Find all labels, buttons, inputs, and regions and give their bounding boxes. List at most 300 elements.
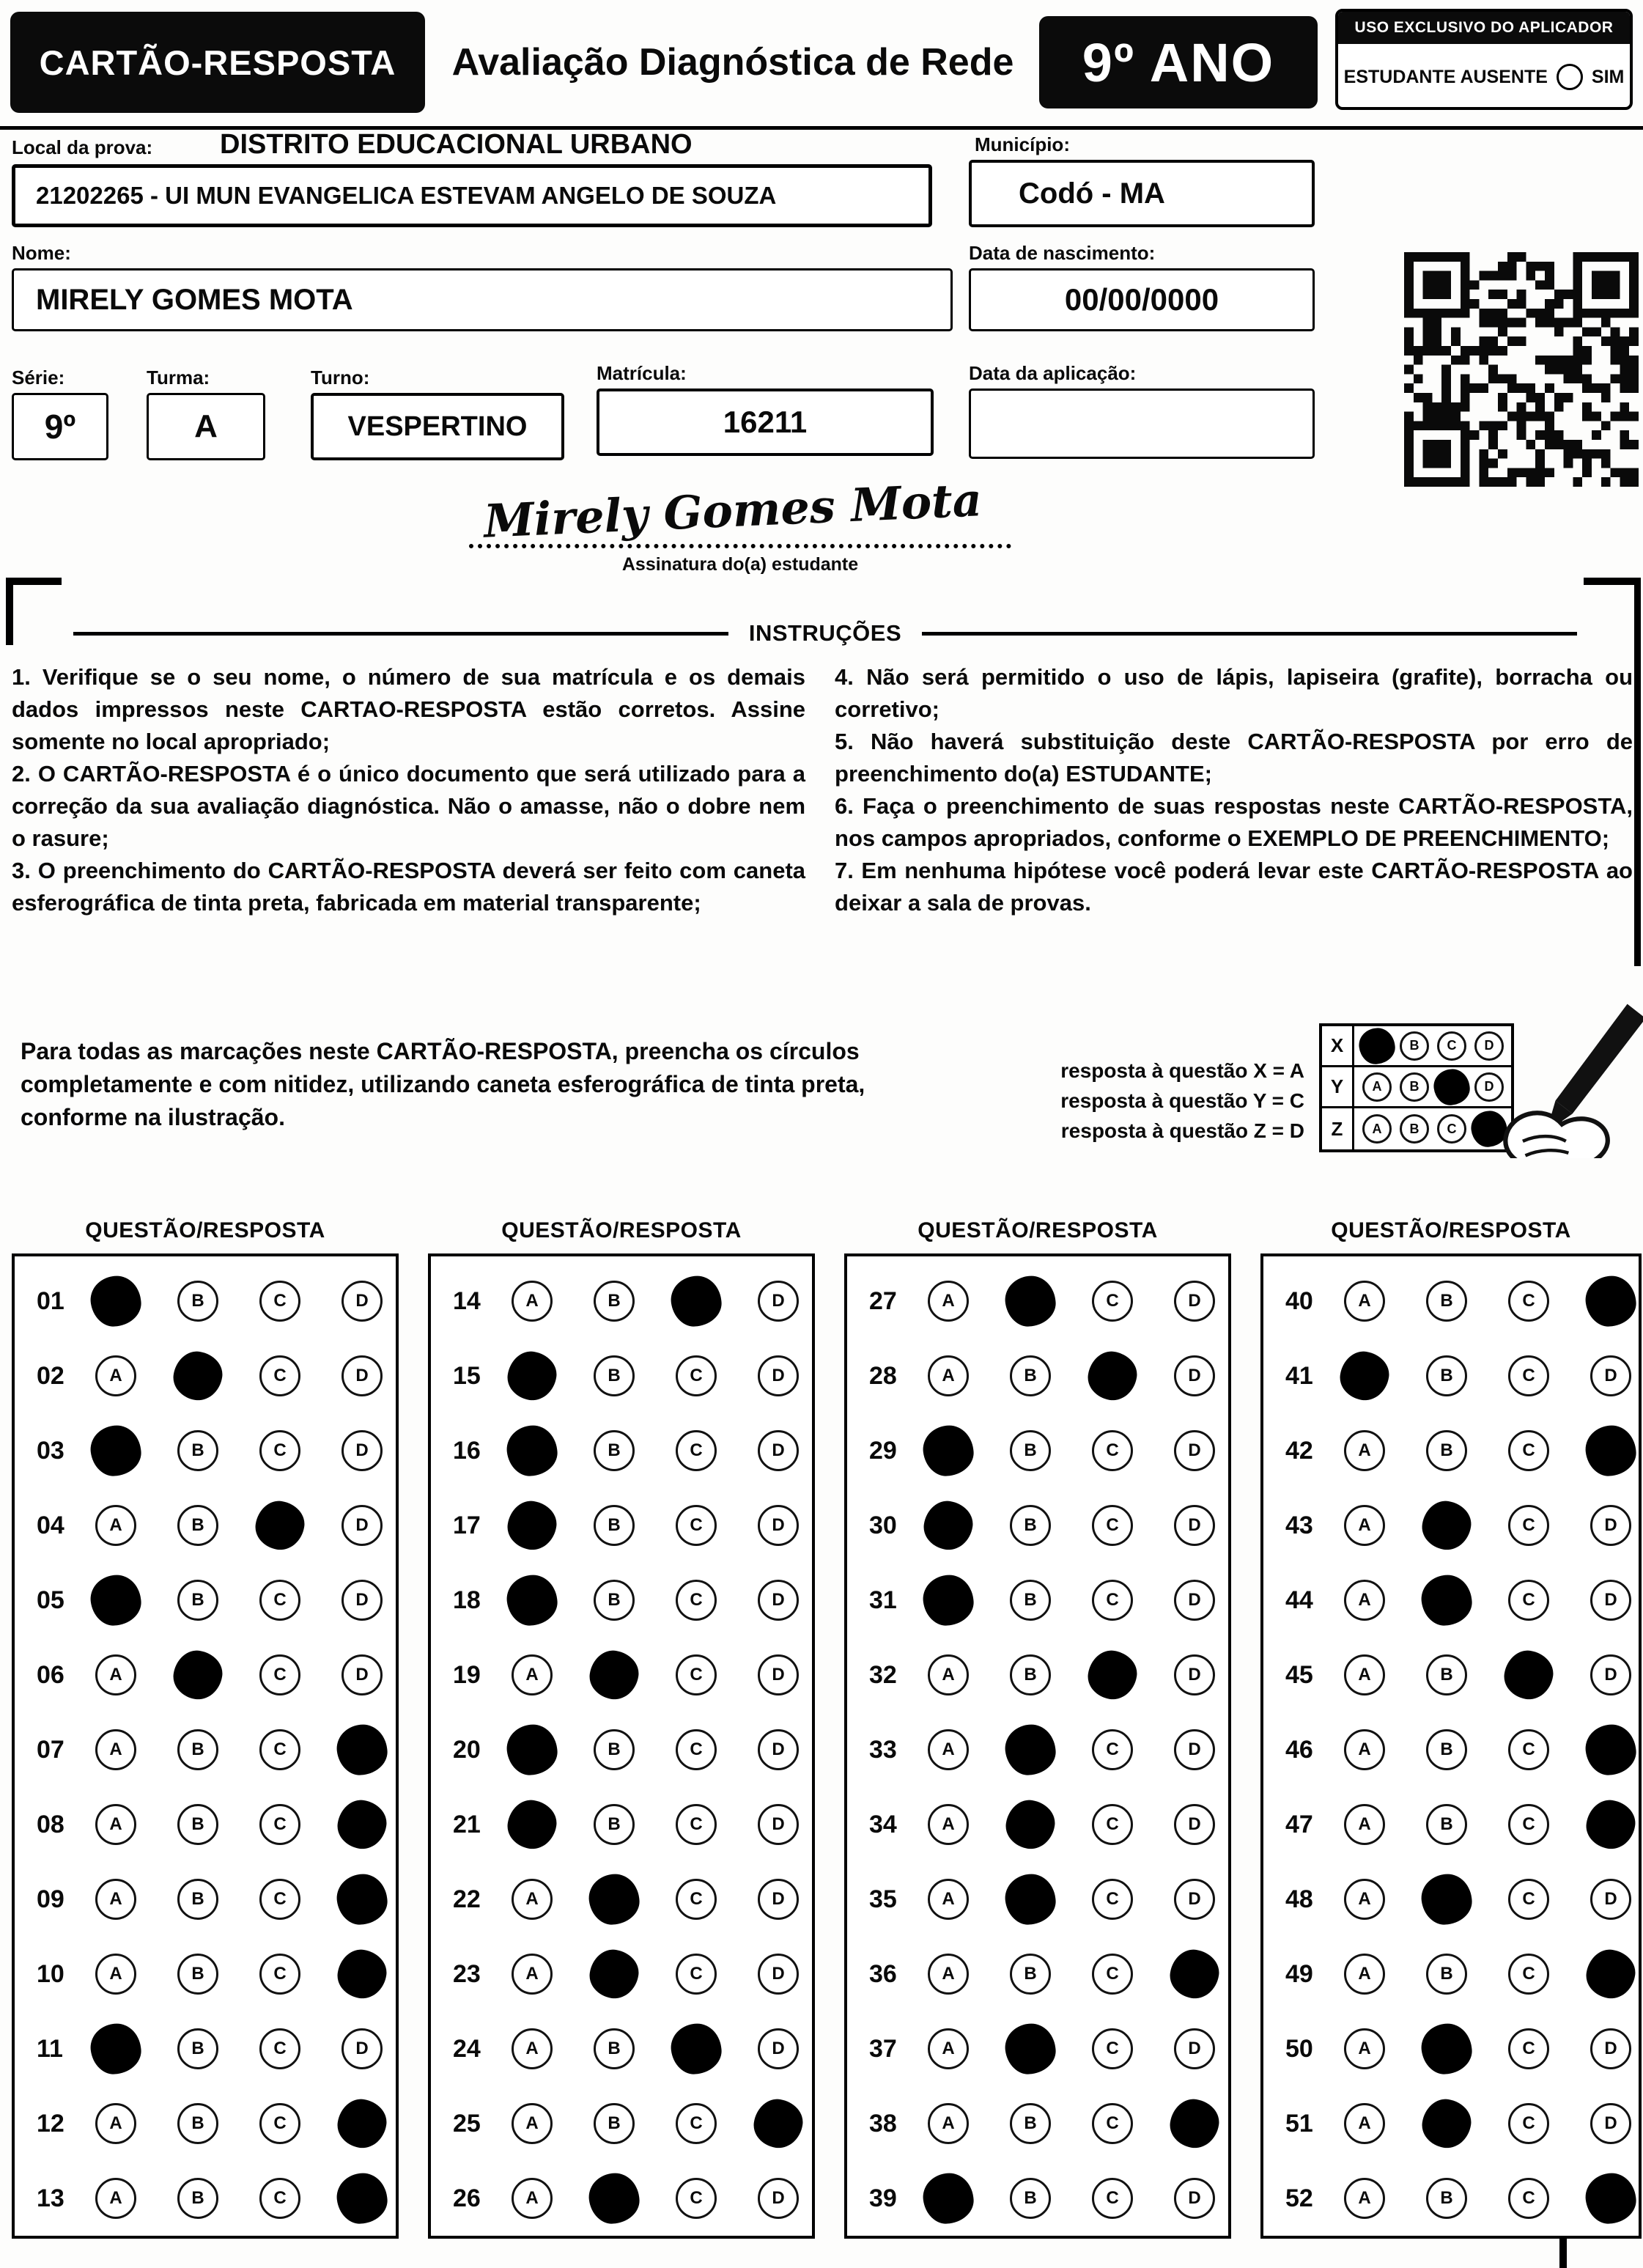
question-number: 50 xyxy=(1285,2034,1313,2063)
bubble-option-C[interactable]: C xyxy=(1092,1281,1133,1322)
bubble-option-B-marked[interactable] xyxy=(1003,1273,1058,1329)
bubble-option-A[interactable]: A xyxy=(95,2178,136,2219)
question-number: 29 xyxy=(869,1436,897,1465)
bubble-option-A-marked[interactable] xyxy=(88,2021,144,2077)
bubble-option-D-marked[interactable] xyxy=(1167,1946,1222,2002)
bubble-option-A[interactable]: A xyxy=(928,1879,969,1920)
bubble-option-D[interactable]: D xyxy=(758,2028,799,2069)
answer-column-4 xyxy=(1260,1218,1642,2239)
question-row xyxy=(1263,1638,1639,1712)
bubble-option-D[interactable]: D xyxy=(1590,1355,1631,1396)
question-row xyxy=(1263,1563,1639,1638)
question-row xyxy=(15,1638,396,1712)
bubble-option-D[interactable]: D xyxy=(758,2178,799,2219)
bubble-option-C-marked[interactable] xyxy=(1501,1647,1557,1703)
aplicacao-label: Data da aplicação: xyxy=(969,362,1137,384)
question-row xyxy=(1263,1339,1639,1413)
bubble-option-A[interactable]: A xyxy=(95,1505,136,1546)
question-number: 02 xyxy=(37,1361,64,1390)
question-row xyxy=(15,2011,396,2086)
question-row xyxy=(431,1787,812,1862)
bubble-option-A[interactable]: A xyxy=(928,2103,969,2144)
bubble-option-B[interactable]: B xyxy=(1426,1355,1467,1396)
bubble-option-B[interactable]: B xyxy=(177,1729,218,1770)
bubble-option-A[interactable]: A xyxy=(928,2028,969,2069)
bubble-option-C-marked[interactable] xyxy=(668,2021,724,2077)
bubble-option-C[interactable]: C xyxy=(1508,1505,1549,1546)
bubble-option-C[interactable]: C xyxy=(259,1355,300,1396)
bubble-option-D[interactable]: D xyxy=(758,1804,799,1845)
bubble-option-B[interactable]: B xyxy=(1010,1505,1051,1546)
bubble-option-A[interactable]: A xyxy=(1344,1505,1385,1546)
bubble-option-A-marked[interactable] xyxy=(920,2171,976,2226)
bubble-option-B-marked[interactable] xyxy=(1419,1572,1474,1628)
bubble-option-A[interactable]: A xyxy=(928,1654,969,1696)
bubble-option-C[interactable]: C xyxy=(1508,1804,1549,1845)
answer-grid-4 xyxy=(1260,1253,1642,2239)
bubble-option-B-marked[interactable] xyxy=(586,1946,642,2002)
example-bubble-B: B xyxy=(1400,1031,1429,1061)
serie-label: Série: xyxy=(12,367,65,389)
bubble-option-B[interactable]: B xyxy=(177,1954,218,1995)
bubble-option-C[interactable]: C xyxy=(259,1954,300,1995)
bubble-option-D-marked[interactable] xyxy=(334,1871,390,1927)
bubble-option-C[interactable]: C xyxy=(676,1505,717,1546)
question-row xyxy=(431,2161,812,2236)
question-row xyxy=(15,1488,396,1563)
bubble-option-D[interactable]: D xyxy=(341,1430,383,1471)
bubble-option-B[interactable]: B xyxy=(177,1879,218,1920)
bubble-option-C[interactable]: C xyxy=(676,1580,717,1621)
bubble-option-D[interactable]: D xyxy=(341,1580,383,1621)
bubble-option-C[interactable]: C xyxy=(259,1281,300,1322)
bubble-option-A-marked[interactable] xyxy=(920,1498,976,1553)
bubble-option-D[interactable]: D xyxy=(1174,1879,1215,1920)
question-number: 13 xyxy=(37,2184,64,2212)
bubble-option-D[interactable]: D xyxy=(1174,2028,1215,2069)
question-row xyxy=(847,1339,1228,1413)
bubble-option-D[interactable]: D xyxy=(1590,1654,1631,1696)
bubble-option-A-marked[interactable] xyxy=(504,1572,560,1628)
bubble-option-B[interactable]: B xyxy=(1426,1281,1467,1322)
question-row xyxy=(15,2161,396,2236)
bubble-option-B[interactable]: B xyxy=(1010,2103,1051,2144)
question-number: 40 xyxy=(1285,1286,1313,1315)
bubble-option-B[interactable]: B xyxy=(594,1580,635,1621)
question-row xyxy=(847,2086,1228,2161)
example-row-label: X xyxy=(1322,1026,1354,1065)
bubble-option-D[interactable]: D xyxy=(1174,1281,1215,1322)
bubble-option-B[interactable]: B xyxy=(1426,2178,1467,2219)
bubble-option-D[interactable]: D xyxy=(1174,2178,1215,2219)
bubble-option-C[interactable]: C xyxy=(259,2178,300,2219)
instruction-item: 3. O preenchimento do CARTÃO-RESPOSTA deverá ser feito com caneta esferográfica de tinta preta, fabricada em material transparente; xyxy=(12,858,806,916)
answer-column-3 xyxy=(844,1218,1231,2239)
bubble-option-C[interactable]: C xyxy=(1092,2178,1133,2219)
bubble-option-A[interactable]: A xyxy=(1344,1954,1385,1995)
bubble-option-C[interactable]: C xyxy=(259,1654,300,1696)
bubble-option-C[interactable]: C xyxy=(1092,1505,1133,1546)
bubble-option-D[interactable]: D xyxy=(1590,1580,1631,1621)
example-bubble-B: B xyxy=(1400,1114,1429,1144)
bubble-option-B[interactable]: B xyxy=(594,1281,635,1322)
bubble-option-C[interactable]: C xyxy=(259,1879,300,1920)
bubble-option-A-marked[interactable] xyxy=(920,1572,976,1628)
bubble-option-A[interactable]: A xyxy=(928,1804,969,1845)
bubble-option-C[interactable]: C xyxy=(259,1729,300,1770)
bubble-option-A[interactable]: A xyxy=(1344,1729,1385,1770)
bubble-option-B-marked[interactable] xyxy=(1003,1871,1058,1927)
question-number: 22 xyxy=(453,1885,481,1913)
question-row xyxy=(847,1413,1228,1488)
bubble-option-B-marked[interactable] xyxy=(1419,1871,1474,1927)
question-row xyxy=(15,1339,396,1413)
bubble-option-A[interactable]: A xyxy=(95,1804,136,1845)
bubble-option-A[interactable]: A xyxy=(95,1879,136,1920)
bubble-option-B[interactable]: B xyxy=(177,2028,218,2069)
question-number: 38 xyxy=(869,2109,897,2138)
bubble-option-C-marked[interactable] xyxy=(1085,1647,1140,1703)
bubble-option-D-marked[interactable] xyxy=(334,1797,390,1852)
bubble-option-A-marked[interactable] xyxy=(88,1273,144,1329)
bubble-option-A-marked[interactable] xyxy=(1337,1348,1392,1404)
bubble-option-C[interactable]: C xyxy=(259,1580,300,1621)
turno-box: VESPERTINO xyxy=(311,393,564,460)
bubble-option-B[interactable]: B xyxy=(177,2178,218,2219)
municipio-box: Codó - MA xyxy=(969,160,1315,227)
question-number: 16 xyxy=(453,1436,481,1465)
bubble-option-A[interactable]: A xyxy=(512,1281,553,1322)
bubble-option-B-marked[interactable] xyxy=(170,1348,226,1404)
bubble-option-D[interactable]: D xyxy=(758,1355,799,1396)
example-row xyxy=(1322,1067,1511,1108)
municipio-label: Município: xyxy=(975,133,1070,155)
absent-bubble[interactable] xyxy=(1557,64,1583,90)
bubble-option-C[interactable]: C xyxy=(1508,1355,1549,1396)
bubble-option-A-marked[interactable] xyxy=(504,1722,560,1778)
bubble-option-D[interactable]: D xyxy=(341,1505,383,1546)
bubble-option-A[interactable]: A xyxy=(1344,1804,1385,1845)
bubble-option-A[interactable]: A xyxy=(512,1654,553,1696)
bubble-option-A-marked[interactable] xyxy=(920,1423,976,1479)
bubble-option-D-marked[interactable] xyxy=(1583,1946,1639,2002)
bubble-option-C[interactable]: C xyxy=(676,1355,717,1396)
bubble-option-D[interactable]: D xyxy=(758,1654,799,1696)
bubble-option-B[interactable]: B xyxy=(1426,1430,1467,1471)
bubble-option-C[interactable]: C xyxy=(1092,1729,1133,1770)
bubble-option-B[interactable]: B xyxy=(594,2103,635,2144)
question-row xyxy=(847,1862,1228,1937)
bubble-option-B-marked[interactable] xyxy=(1419,1498,1474,1553)
bubble-option-D[interactable]: D xyxy=(1174,1729,1215,1770)
bubble-option-A[interactable]: A xyxy=(512,2178,553,2219)
bubble-option-A[interactable]: A xyxy=(928,1954,969,1995)
bubble-option-C-marked[interactable] xyxy=(1085,1348,1140,1404)
question-number: 09 xyxy=(37,1885,64,1913)
bubble-option-A[interactable]: A xyxy=(512,2103,553,2144)
bubble-option-D[interactable]: D xyxy=(341,1281,383,1322)
grade-badge: 9º ANO xyxy=(1039,16,1318,108)
bubble-option-A[interactable]: A xyxy=(95,2103,136,2144)
bubble-option-D-marked[interactable] xyxy=(1583,1273,1639,1329)
bubble-option-D[interactable]: D xyxy=(1174,1355,1215,1396)
bubble-option-D[interactable]: D xyxy=(1590,1505,1631,1546)
bubble-option-D-marked[interactable] xyxy=(1583,2171,1639,2226)
bubble-option-C[interactable]: C xyxy=(1508,1580,1549,1621)
bubble-option-A-marked[interactable] xyxy=(88,1423,144,1479)
bubble-option-C[interactable]: C xyxy=(1508,1430,1549,1471)
bubble-option-D[interactable]: D xyxy=(1174,1430,1215,1471)
bubble-option-D[interactable]: D xyxy=(758,1281,799,1322)
question-row xyxy=(847,1563,1228,1638)
bubble-option-A[interactable]: A xyxy=(95,1954,136,1995)
bubble-option-B-marked[interactable] xyxy=(1003,2021,1058,2077)
answer-column-header: QUESTÃO/RESPOSTA xyxy=(918,1218,1158,1242)
bubble-option-C[interactable]: C xyxy=(676,2178,717,2219)
bubble-option-C[interactable]: C xyxy=(259,1804,300,1845)
bubble-option-D[interactable]: D xyxy=(1590,2103,1631,2144)
question-number: 14 xyxy=(453,1286,481,1315)
bubble-option-C[interactable]: C xyxy=(1508,1729,1549,1770)
bubble-option-D-marked[interactable] xyxy=(1583,1797,1639,1852)
bubble-option-B[interactable]: B xyxy=(1426,1729,1467,1770)
bubble-option-B-marked[interactable] xyxy=(1419,2021,1474,2077)
question-number: 30 xyxy=(869,1511,897,1539)
bubble-option-C[interactable]: C xyxy=(1092,1954,1133,1995)
bubble-option-B[interactable]: B xyxy=(1426,1654,1467,1696)
bubble-option-D[interactable]: D xyxy=(758,1954,799,1995)
question-number: 47 xyxy=(1285,1810,1313,1838)
bubble-option-A[interactable]: A xyxy=(928,1281,969,1322)
bubble-option-A-marked[interactable] xyxy=(504,1797,560,1852)
student-signature: Mirely Gomes Mota xyxy=(482,473,983,548)
question-number: 12 xyxy=(37,2109,64,2138)
question-number: 44 xyxy=(1285,1586,1313,1614)
bubble-option-C[interactable]: C xyxy=(1508,1954,1549,1995)
bubble-option-D[interactable]: D xyxy=(1174,1804,1215,1845)
bubble-option-D-marked[interactable] xyxy=(334,2096,390,2151)
bubble-option-B-marked[interactable] xyxy=(170,1647,226,1703)
bubble-option-B[interactable]: B xyxy=(177,1430,218,1471)
nascimento-box: 00/00/0000 xyxy=(969,268,1315,331)
bubble-option-D[interactable]: D xyxy=(1174,1654,1215,1696)
example-bubble-C: C xyxy=(1437,1031,1466,1061)
instructions-left xyxy=(12,661,805,919)
bubble-option-C-marked[interactable] xyxy=(668,1273,724,1329)
bubble-option-B[interactable]: B xyxy=(1010,1430,1051,1471)
bubble-option-D-marked[interactable] xyxy=(1583,1423,1639,1479)
bubble-option-D-marked[interactable] xyxy=(750,2096,806,2151)
question-row xyxy=(847,1712,1228,1787)
example-grid xyxy=(1319,1023,1514,1152)
question-row xyxy=(847,2161,1228,2236)
aplicador-box xyxy=(1335,9,1633,110)
bubble-option-B[interactable]: B xyxy=(594,1505,635,1546)
bubble-option-A[interactable]: A xyxy=(512,1879,553,1920)
bubble-option-C-marked[interactable] xyxy=(252,1498,308,1553)
bubble-option-C[interactable]: C xyxy=(676,1954,717,1995)
bubble-option-B[interactable]: B xyxy=(594,1804,635,1845)
bubble-option-A[interactable]: A xyxy=(1344,2103,1385,2144)
bubble-option-A[interactable]: A xyxy=(95,1654,136,1696)
bubble-option-C[interactable]: C xyxy=(1508,2028,1549,2069)
bubble-option-D[interactable]: D xyxy=(758,1879,799,1920)
bubble-option-C[interactable]: C xyxy=(1092,1804,1133,1845)
question-row xyxy=(847,1937,1228,2011)
bubble-option-A[interactable]: A xyxy=(1344,1430,1385,1471)
bubble-option-A[interactable]: A xyxy=(1344,1281,1385,1322)
question-number: 18 xyxy=(453,1586,481,1614)
bubble-option-D-marked[interactable] xyxy=(334,1722,390,1778)
question-number: 08 xyxy=(37,1810,64,1838)
bubble-option-D[interactable]: D xyxy=(341,1355,383,1396)
bubble-option-D[interactable]: D xyxy=(1174,1580,1215,1621)
answer-column-header: QUESTÃO/RESPOSTA xyxy=(1331,1218,1571,1242)
bubble-option-C[interactable]: C xyxy=(259,2103,300,2144)
bubble-option-B-marked[interactable] xyxy=(586,1871,642,1927)
bubble-option-A[interactable]: A xyxy=(1344,1580,1385,1621)
bubble-option-A-marked[interactable] xyxy=(504,1498,560,1553)
answer-column-2 xyxy=(428,1218,815,2239)
bubble-option-B[interactable]: B xyxy=(1010,1580,1051,1621)
bubble-option-B-marked[interactable] xyxy=(586,1647,642,1703)
question-number: 42 xyxy=(1285,1436,1313,1465)
question-number: 24 xyxy=(453,2034,481,2063)
bubble-option-C[interactable]: C xyxy=(676,1879,717,1920)
bubble-option-B[interactable]: B xyxy=(594,1430,635,1471)
bubble-option-C[interactable]: C xyxy=(676,1804,717,1845)
question-row xyxy=(1263,1264,1639,1339)
bubble-option-D-marked[interactable] xyxy=(1583,1722,1639,1778)
bubble-option-D[interactable]: D xyxy=(1590,1879,1631,1920)
bubble-option-A[interactable]: A xyxy=(1344,2178,1385,2219)
bubble-option-A[interactable]: A xyxy=(95,1355,136,1396)
bubble-option-B[interactable]: B xyxy=(1010,1954,1051,1995)
question-number: 05 xyxy=(37,1586,64,1614)
local-value: DISTRITO EDUCACIONAL URBANO xyxy=(220,129,693,160)
bubble-option-A[interactable]: A xyxy=(1344,1654,1385,1696)
bubble-option-B[interactable]: B xyxy=(177,1505,218,1546)
aplicacao-box[interactable] xyxy=(969,389,1315,459)
bubble-option-D[interactable]: D xyxy=(1590,2028,1631,2069)
question-number: 20 xyxy=(453,1735,481,1764)
bubble-option-C[interactable]: C xyxy=(676,1430,717,1471)
bubble-option-C[interactable]: C xyxy=(259,2028,300,2069)
bubble-option-A[interactable]: A xyxy=(928,1355,969,1396)
matricula-label: Matrícula: xyxy=(597,362,687,384)
nascimento-label: Data de nascimento: xyxy=(969,242,1156,264)
instructions-section xyxy=(12,661,1633,919)
bubble-option-B-marked[interactable] xyxy=(586,2171,642,2226)
question-number: 39 xyxy=(869,2184,897,2212)
bubble-option-B[interactable]: B xyxy=(1426,1954,1467,1995)
bubble-option-B[interactable]: B xyxy=(177,2103,218,2144)
question-row xyxy=(15,1413,396,1488)
bubble-option-C[interactable]: C xyxy=(1092,2028,1133,2069)
bubble-option-B[interactable]: B xyxy=(177,1804,218,1845)
bubble-option-C[interactable]: C xyxy=(1092,2103,1133,2144)
bubble-option-B[interactable]: B xyxy=(177,1580,218,1621)
heading-rule-right xyxy=(922,632,1577,636)
question-row xyxy=(1263,1488,1639,1563)
bubble-option-B[interactable]: B xyxy=(594,1355,635,1396)
bubble-option-B[interactable]: B xyxy=(594,2028,635,2069)
bubble-option-A[interactable]: A xyxy=(95,1729,136,1770)
bubble-option-C[interactable]: C xyxy=(676,1729,717,1770)
bubble-option-D[interactable]: D xyxy=(758,1580,799,1621)
bubble-option-A-marked[interactable] xyxy=(504,1423,560,1479)
bubble-option-D[interactable]: D xyxy=(758,1430,799,1471)
instructions-right xyxy=(835,661,1633,919)
question-number: 51 xyxy=(1285,2109,1313,2138)
bubble-option-B[interactable]: B xyxy=(594,1729,635,1770)
example-bubble-B: B xyxy=(1400,1072,1429,1102)
bubble-option-A[interactable]: A xyxy=(1344,2028,1385,2069)
bubble-option-B-marked[interactable] xyxy=(1419,2096,1474,2151)
bubble-option-D[interactable]: D xyxy=(758,1729,799,1770)
question-row xyxy=(431,1638,812,1712)
bubble-option-D-marked[interactable] xyxy=(334,1946,390,2002)
question-number: 23 xyxy=(453,1959,481,1988)
question-row xyxy=(431,2011,812,2086)
bubble-option-B-marked[interactable] xyxy=(1003,1797,1058,1852)
bubble-option-C[interactable]: C xyxy=(1092,1430,1133,1471)
bubble-option-C[interactable]: C xyxy=(259,1430,300,1471)
bubble-option-D[interactable]: D xyxy=(341,2028,383,2069)
question-number: 28 xyxy=(869,1361,897,1390)
bubble-option-B[interactable]: B xyxy=(1426,1804,1467,1845)
example-row xyxy=(1322,1108,1511,1149)
answer-column-header: QUESTÃO/RESPOSTA xyxy=(501,1218,742,1242)
bubble-option-B[interactable]: B xyxy=(1010,2178,1051,2219)
example-captions xyxy=(982,1056,1304,1146)
question-row xyxy=(431,1488,812,1563)
example-bubble-C: C xyxy=(1437,1114,1466,1144)
question-number: 36 xyxy=(869,1959,897,1988)
question-number: 04 xyxy=(37,1511,64,1539)
bubble-option-C[interactable]: C xyxy=(1508,2178,1549,2219)
bubble-option-C[interactable]: C xyxy=(1092,1879,1133,1920)
bubble-option-B-marked[interactable] xyxy=(1003,1722,1058,1778)
question-number: 11 xyxy=(37,2034,63,2063)
exam-title: Avaliação Diagnóstica de Rede xyxy=(451,41,1014,84)
bubble-option-D[interactable]: D xyxy=(758,1505,799,1546)
marking-note: Para todas as marcações neste CARTÃO-RESPOSTA, preencha os círculos completamente e com nitidez, utilizando caneta esferográfica de tinta preta, conforme na ilustração. xyxy=(21,1038,865,1130)
bubble-option-D[interactable]: D xyxy=(341,1654,383,1696)
bubble-option-A[interactable]: A xyxy=(512,1954,553,1995)
bubble-option-A[interactable]: A xyxy=(512,2028,553,2069)
question-row xyxy=(1263,1712,1639,1787)
bubble-option-A[interactable]: A xyxy=(1344,1879,1385,1920)
bubble-option-C[interactable]: C xyxy=(676,1654,717,1696)
bubble-option-B[interactable]: B xyxy=(177,1281,218,1322)
question-number: 06 xyxy=(37,1660,64,1689)
bubble-option-D-marked[interactable] xyxy=(334,2171,390,2226)
bubble-option-A[interactable]: A xyxy=(928,1729,969,1770)
bubble-option-C[interactable]: C xyxy=(1508,2103,1549,2144)
bubble-option-C[interactable]: C xyxy=(1508,1879,1549,1920)
bubble-option-D[interactable]: D xyxy=(1174,1505,1215,1546)
bubble-option-B[interactable]: B xyxy=(1010,1355,1051,1396)
bubble-option-C[interactable]: C xyxy=(1508,1281,1549,1322)
bubble-option-C[interactable]: C xyxy=(1092,1580,1133,1621)
question-number: 31 xyxy=(869,1586,897,1614)
bubble-option-B[interactable]: B xyxy=(1010,1654,1051,1696)
bubble-option-A-marked[interactable] xyxy=(88,1572,144,1628)
bubble-option-C[interactable]: C xyxy=(676,2103,717,2144)
bubble-option-A-marked[interactable] xyxy=(504,1348,560,1404)
bubble-option-D-marked[interactable] xyxy=(1167,2096,1222,2151)
